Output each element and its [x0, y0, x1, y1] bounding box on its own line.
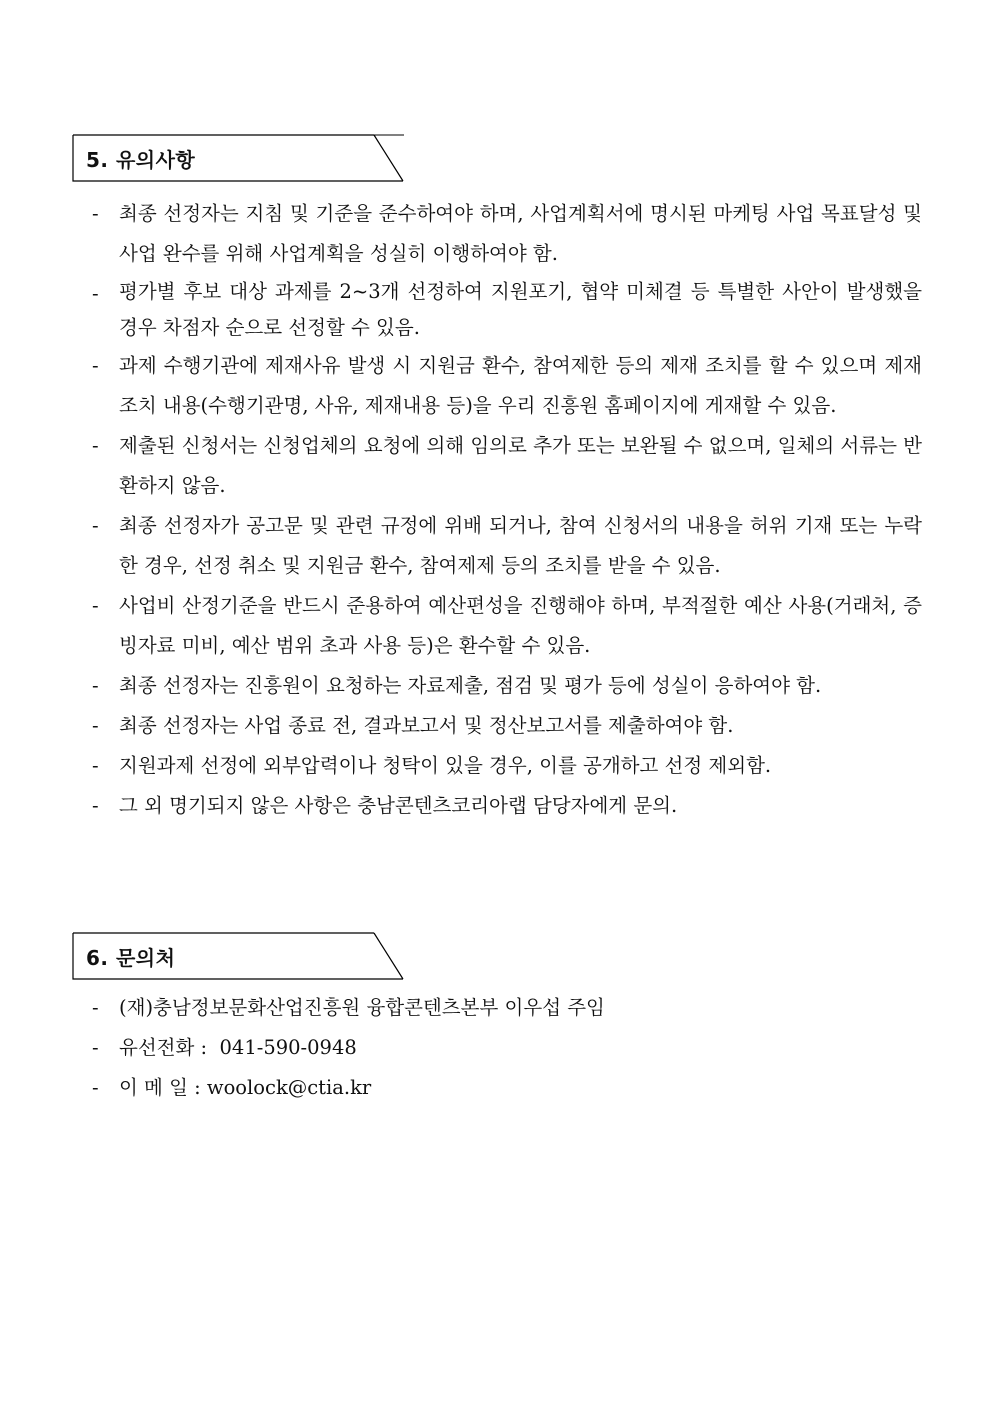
list-item: - 평가별 후보 대상 과제를 2~3개 선정하여 지원포기, 협약 미체결 등 특별한 사안이 발생했을 경우 차점자 순으로 선정할 수 있음. — [92, 280, 922, 339]
list-item: - 유선전화 : 041-590-0948 — [0, 1028, 992, 1068]
section-5-title: 5. 유의사항 — [86, 148, 196, 172]
section-6 — [0, 932, 992, 1108]
list-item: - 제출된 신청서는 신청업체의 요청에 의해 임의로 추가 또는 보완될 수 없으며, 일체의 서류는 반환하지 않음. — [92, 434, 922, 497]
list-item: - 그 외 명기되지 않은 사항은 충남콘텐츠코리아랩 담당자에게 문의. — [92, 794, 678, 817]
list-item: - 최종 선정자는 사업 종료 전, 결과보고서 및 정산보고서를 제출하여야 함. — [92, 714, 734, 737]
section-5 — [0, 134, 992, 826]
list-item: - 최종 선정자가 공고문 및 관련 규정에 위배 되거나, 참여 신청서의 내용을 허위 기재 또는 누락한 경우, 선정 취소 및 지원금 환수, 참여제제 등의 조치를 받을 수 있음. — [92, 514, 922, 577]
section-6-title: 6. 문의처 — [86, 946, 176, 970]
section-6-heading-box — [72, 932, 404, 980]
contact-email: 이 메 일 : woolock@ctia.kr — [119, 1076, 372, 1099]
list-item: - 이 메 일 : woolock@ctia.kr — [0, 1068, 992, 1108]
list-item: - (재)충남정보문화산업진흥원 융합콘텐츠본부 이우섭 주임 — [0, 988, 992, 1028]
list-item: - 과제 수행기관에 제재사유 발생 시 지원금 환수, 참여제한 등의 제재 조치를 할 수 있으며 제재조치 내용(수행기관명, 사유, 제재내용 등)을 우리 진흥원 홈페이지에 게재할 수 있음. — [92, 354, 922, 417]
list-item: - 사업비 산정기준을 반드시 준용하여 예산편성을 진행해야 하며, 부적절한 예산 사용(거래처, 증빙자료 미비, 예산 범위 초과 사용 등)은 환수할 수 있음. — [92, 594, 922, 657]
section-5-heading-box — [72, 134, 404, 182]
contact-list — [0, 988, 992, 1108]
list-item: - 최종 선정자는 진흥원이 요청하는 자료제출, 점검 및 평가 등에 성실이 응하여야 함. — [92, 674, 822, 697]
list-item: - 최종 선정자는 지침 및 기준을 준수하여야 하며, 사업계획서에 명시된 마케팅 사업 목표달성 및 사업 완수를 위해 사업계획을 성실히 이행하여야 함. — [92, 202, 922, 265]
list-item: - 지원과제 선정에 외부압력이나 청탁이 있을 경우, 이를 공개하고 선정 제외함. — [92, 754, 772, 777]
contact-phone: 유선전화 : 041-590-0948 — [119, 1036, 357, 1059]
contact-org: (재)충남정보문화산업진흥원 융합콘텐츠본부 이우섭 주임 — [119, 996, 605, 1019]
notice-list — [0, 194, 992, 826]
